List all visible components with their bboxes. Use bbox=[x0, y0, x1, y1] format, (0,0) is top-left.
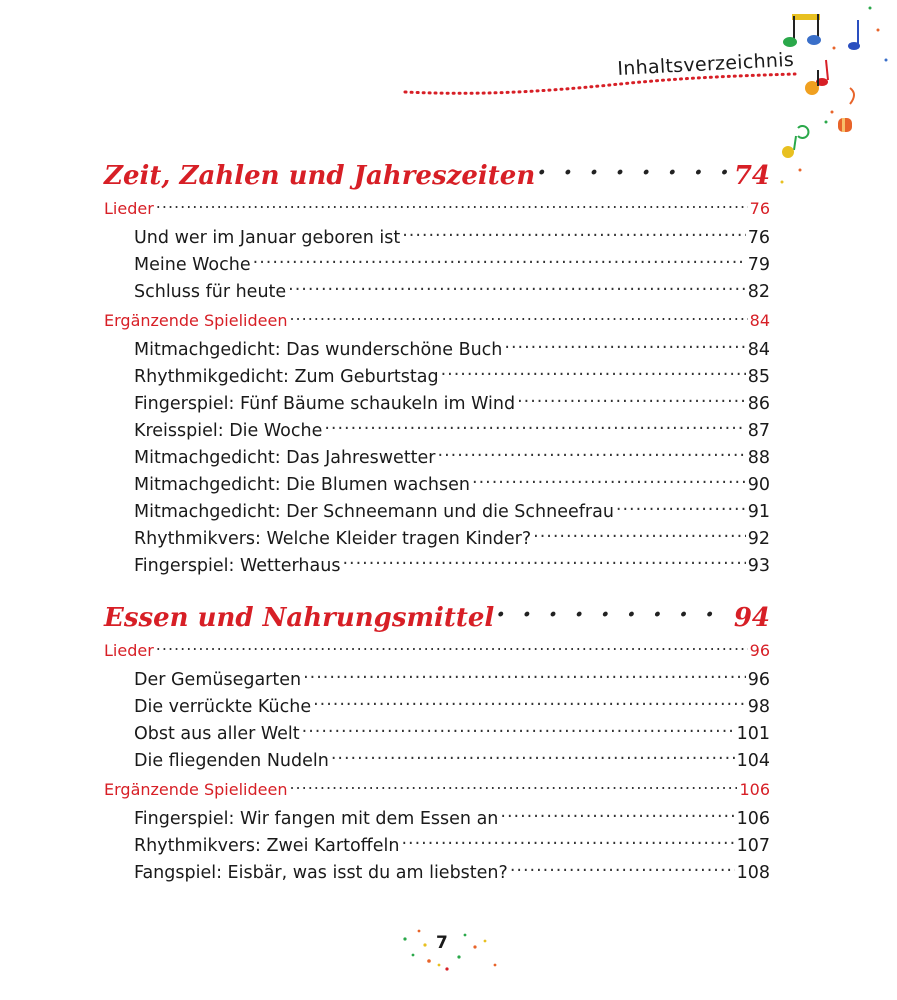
entry-page: 91 bbox=[747, 501, 770, 522]
toc-entry[interactable] bbox=[104, 694, 770, 721]
dot-leader bbox=[402, 225, 746, 243]
toc-subheading[interactable] bbox=[104, 640, 770, 667]
dot-leader bbox=[331, 748, 735, 766]
entry-page: 76 bbox=[747, 227, 770, 248]
music-note-icon bbox=[782, 126, 808, 158]
music-note-icon bbox=[848, 20, 860, 50]
entry-page: 101 bbox=[736, 723, 770, 744]
toc-entry[interactable] bbox=[104, 748, 770, 775]
subheading-title: Lieder bbox=[104, 199, 154, 218]
section-title: Essen und Nahrungsmittel bbox=[104, 603, 495, 633]
entry-page: 87 bbox=[747, 420, 770, 441]
dot-leader bbox=[504, 337, 745, 355]
entry-title: Rhythmikgedicht: Zum Geburtstag bbox=[134, 366, 439, 387]
subheading-page: 96 bbox=[749, 641, 770, 660]
toc-entry[interactable] bbox=[104, 364, 770, 391]
subheading-title: Lieder bbox=[104, 641, 154, 660]
toc-entry[interactable] bbox=[104, 472, 770, 499]
dot-leader bbox=[517, 391, 746, 409]
subheading-page: 76 bbox=[749, 199, 770, 218]
entry-title: Die verrückte Küche bbox=[134, 696, 312, 717]
entry-page: 108 bbox=[736, 862, 770, 883]
entry-page: 92 bbox=[747, 528, 770, 549]
subheading-title: Ergänzende Spielideen bbox=[104, 311, 288, 330]
entry-page: 84 bbox=[747, 339, 770, 360]
dot-leader bbox=[441, 364, 746, 382]
entry-title: Und wer im Januar geboren ist bbox=[134, 227, 401, 248]
entry-page: 104 bbox=[736, 750, 770, 771]
toc-entry[interactable] bbox=[104, 806, 770, 833]
dot-leader bbox=[288, 279, 746, 297]
section-page: 94 bbox=[733, 603, 770, 633]
toc-entry[interactable] bbox=[104, 553, 770, 580]
dot-leader bbox=[253, 252, 746, 270]
entry-title: Die fliegenden Nudeln bbox=[134, 750, 329, 771]
dot-leader bbox=[401, 833, 734, 851]
entry-page: 96 bbox=[747, 669, 770, 690]
toc-entry[interactable] bbox=[104, 418, 770, 445]
entry-title: Obst aus aller Welt bbox=[134, 723, 300, 744]
entry-page: 93 bbox=[747, 555, 770, 576]
subheading-title: Ergänzende Spielideen bbox=[104, 780, 288, 799]
toc-entry[interactable] bbox=[104, 225, 770, 252]
dot-leader bbox=[510, 860, 735, 878]
toc-entry[interactable] bbox=[104, 391, 770, 418]
entry-title: Mitmachgedicht: Das Jahreswetter bbox=[134, 447, 436, 468]
footer-confetti-decoration bbox=[395, 925, 505, 975]
entry-page: 98 bbox=[747, 696, 770, 717]
dot-leader bbox=[616, 499, 746, 517]
entry-title: Fingerspiel: Wetterhaus bbox=[134, 555, 341, 576]
dot-leader bbox=[156, 640, 748, 656]
subheading-page: 106 bbox=[739, 780, 770, 799]
entry-title: Rhythmikvers: Welche Kleider tragen Kinder? bbox=[134, 528, 532, 549]
music-notes-decoration bbox=[770, 0, 897, 200]
dot-leader bbox=[289, 310, 747, 326]
toc-subheading[interactable] bbox=[104, 198, 770, 225]
entry-title: Der Gemüsegarten bbox=[134, 669, 302, 690]
dot-leader bbox=[303, 667, 746, 685]
entry-page: 85 bbox=[747, 366, 770, 387]
dot-leader bbox=[324, 418, 745, 436]
entry-title: Fingerspiel: Wir fangen mit dem Essen an bbox=[134, 808, 499, 829]
section-page: 74 bbox=[733, 161, 770, 191]
entry-page: 88 bbox=[747, 447, 770, 468]
toc-entry[interactable] bbox=[104, 499, 770, 526]
entry-title: Mitmachgedicht: Die Blumen wachsen bbox=[134, 474, 471, 495]
dot-leader bbox=[472, 472, 746, 490]
dot-leader bbox=[533, 526, 746, 544]
entry-title: Meine Woche bbox=[134, 254, 251, 275]
entry-title: Mitmachgedicht: Das wunderschöne Buch bbox=[134, 339, 503, 360]
dot-leader bbox=[156, 198, 748, 214]
toc-entry[interactable] bbox=[104, 526, 770, 553]
entry-page: 90 bbox=[747, 474, 770, 495]
entry-page: 86 bbox=[747, 393, 770, 414]
music-note-icon bbox=[838, 88, 854, 132]
toc-entry[interactable] bbox=[104, 667, 770, 694]
entry-title: Kreisspiel: Die Woche bbox=[134, 420, 323, 441]
dot-leader bbox=[438, 445, 746, 463]
page-number: 7 bbox=[436, 933, 448, 953]
section-heading[interactable] bbox=[104, 158, 770, 198]
entry-title: Fangspiel: Eisbär, was isst du am liebsten? bbox=[134, 862, 508, 883]
entry-page: 82 bbox=[747, 281, 770, 302]
toc-entry[interactable] bbox=[104, 445, 770, 472]
dot-leader bbox=[313, 694, 746, 712]
entry-page: 79 bbox=[747, 254, 770, 275]
toc-entry[interactable] bbox=[104, 833, 770, 860]
dot-leader bbox=[289, 779, 737, 795]
subheading-page: 84 bbox=[749, 311, 770, 330]
dot-leader bbox=[342, 553, 745, 571]
dot-leader bbox=[496, 600, 732, 626]
dot-leader bbox=[302, 721, 735, 739]
toc-section-1 bbox=[104, 158, 770, 580]
section-title: Zeit, Zahlen und Jahreszeiten bbox=[104, 161, 536, 191]
header-title: Inhaltsverzeichnis bbox=[616, 48, 795, 80]
toc-entry[interactable] bbox=[104, 252, 770, 279]
dot-leader bbox=[500, 806, 734, 824]
entry-title: Schluss für heute bbox=[134, 281, 287, 302]
dot-leader bbox=[537, 158, 732, 184]
toc-entry[interactable] bbox=[104, 721, 770, 748]
section-heading[interactable] bbox=[104, 600, 770, 640]
toc-section-2 bbox=[104, 600, 770, 887]
entry-title: Rhythmikvers: Zwei Kartoffeln bbox=[134, 835, 400, 856]
toc-entry[interactable] bbox=[104, 337, 770, 364]
toc-entry[interactable] bbox=[104, 279, 770, 306]
confetti-dots bbox=[781, 7, 888, 184]
toc-subheading[interactable] bbox=[104, 779, 770, 806]
toc-entry[interactable] bbox=[104, 860, 770, 887]
entry-title: Mitmachgedicht: Der Schneemann und die Schneefrau bbox=[134, 501, 614, 522]
entry-page: 107 bbox=[736, 835, 770, 856]
entry-page: 106 bbox=[736, 808, 770, 829]
music-note-icon bbox=[783, 14, 821, 47]
entry-title: Fingerspiel: Fünf Bäume schaukeln im Wind bbox=[134, 393, 516, 414]
toc-subheading[interactable] bbox=[104, 310, 770, 337]
